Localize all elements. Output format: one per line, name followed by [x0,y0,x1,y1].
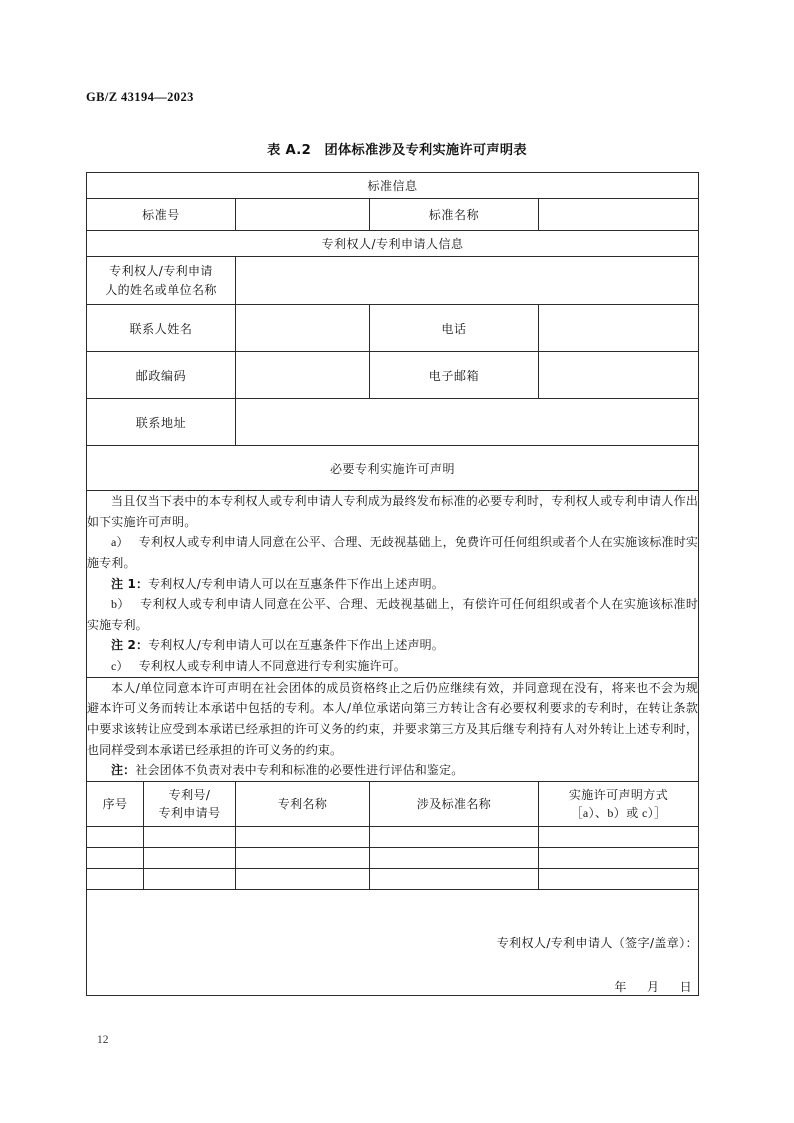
cell-patent-name[interactable] [236,847,370,868]
cell-patent-name[interactable] [236,868,370,889]
commitment-note-marker: 注： [111,763,136,778]
cell-patent-name[interactable] [236,826,370,847]
day-label: 日 [679,979,693,994]
patentee-info-band: 专利权人/专利申请人信息 [87,231,699,257]
phone-label: 电话 [370,305,539,352]
table-row [87,446,699,491]
cell-mode[interactable] [539,826,699,847]
table-row [87,173,699,199]
patent-table-row [87,847,699,868]
declaration-note-2 [87,635,698,656]
email-field[interactable] [539,352,699,399]
col-header-mode [539,781,699,826]
standard-code-header: GB/Z 43194—2023 [86,90,194,104]
col-header-standard-name: 涉及标准名称 [370,781,539,826]
table-row [87,677,699,781]
note-2-marker: 注 2： [111,638,149,653]
table-row [87,305,699,352]
standard-no-field[interactable] [236,199,370,231]
cell-index[interactable] [87,847,144,868]
table-row [87,199,699,231]
declaration-option-c [87,656,698,677]
note-2-text: 专利权人/专利申请人可以在互惠条件下作出上述声明。 [148,638,444,653]
patent-table-row [87,826,699,847]
address-label: 联系地址 [87,399,236,446]
commitment-note [87,760,698,781]
declaration-band: 必要专利实施许可声明 [87,446,699,491]
option-a-marker: a） [111,535,129,550]
signature-block [87,889,699,995]
option-c-marker: c） [111,659,129,673]
col-header-patent-name: 专利名称 [236,781,370,826]
option-a-text: 专利权人或专利申请人同意在公平、合理、无歧视基础上，免费许可任何组织或者个人在实施该标准时实施专利。 [87,535,699,570]
address-field[interactable] [236,399,699,446]
table-row [87,889,699,995]
declaration-body [87,491,699,678]
phone-field[interactable] [539,305,699,352]
date-line[interactable] [87,978,698,995]
note-1-marker: 注 1： [111,576,149,591]
patent-table-header-row [87,781,699,826]
patentee-name-label-line1: 专利权人/专利申请 [109,263,213,278]
patent-table-row [87,868,699,889]
cell-index[interactable] [87,868,144,889]
standard-no-label: 标准号 [87,199,236,231]
standard-info-band: 标准信息 [87,173,699,199]
table-row [87,491,699,678]
col-header-index: 序号 [87,781,144,826]
col-header-mode-line1: 实施许可声明方式 [568,787,669,802]
declaration-intro: 当且仅当下表中的本专利权人或专利申请人专利成为最终发布标准的必要专利时，专利权人或专利申请人作出如下实施许可声明。 [87,494,699,529]
declaration-option-a [87,532,698,573]
patentee-name-label [87,257,236,305]
patent-licensing-declaration-table [86,172,699,996]
table-row [87,352,699,399]
declaration-option-b [87,594,698,635]
cell-mode[interactable] [539,847,699,868]
email-label: 电子邮箱 [370,352,539,399]
table-caption: 表 A.2 团体标准涉及专利实施许可声明表 [267,143,527,158]
option-b-marker: b） [111,597,130,612]
cell-mode[interactable] [539,868,699,889]
page-number: 12 [97,1034,109,1046]
patentee-name-field[interactable] [236,257,699,305]
cell-patent-no[interactable] [144,868,236,889]
table-row [87,231,699,257]
note-1-text: 专利权人/专利申请人可以在互惠条件下作出上述声明。 [148,576,444,591]
signature-label[interactable]: 专利权人/专利申请人（签字/盖章）： [496,935,699,950]
commitment-paragraph: 本人/单位同意本许可声明在社会团体的成员资格终止之后仍应继续有效，并同意现在没有，将来也不会为规避本许可义务而转让本承诺中包括的专利。本人/单位承诺向第三方转让含有必要权利要求的专利时，在转让条款中要求该转让应受到本承诺已经承担的许可义务的约束，并要求第三方及其后继专利持有人对外转让上述专利时，也同样受到本承诺已经承担的许可义务的约束。 [87,680,699,757]
col-header-mode-line2: ［a）、b）或 c）］ [570,805,667,820]
cell-index[interactable] [87,826,144,847]
standard-name-field[interactable] [539,199,699,231]
postcode-label: 邮政编码 [87,352,236,399]
option-c-text: 专利权人或专利申请人不同意进行专利实施许可。 [138,659,406,673]
commitment-body [87,677,699,781]
cell-patent-no[interactable] [144,826,236,847]
contact-name-field[interactable] [236,305,370,352]
col-header-patent-no-line1: 专利号/ [168,787,211,802]
cell-patent-no[interactable] [144,847,236,868]
cell-standard-name[interactable] [370,868,539,889]
table-row [87,257,699,305]
commitment-note-text: 社会团体不负责对表中专利和标准的必要性进行评估和鉴定。 [135,763,464,778]
month-label: 月 [646,979,660,994]
year-label: 年 [614,979,627,994]
cell-standard-name[interactable] [370,826,539,847]
col-header-patent-no-line2: 专利申请号 [158,805,221,820]
table-row [87,399,699,446]
postcode-field[interactable] [236,352,370,399]
declaration-note-1 [87,574,698,595]
declaration-form [86,172,698,996]
patentee-name-label-line2: 人的姓名或单位名称 [105,282,217,297]
option-b-text: 专利权人或专利申请人同意在公平、合理、无歧视基础上，有偿许可任何组织或者个人在实施该标准时实施专利。 [87,597,698,632]
contact-name-label: 联系人姓名 [87,305,236,352]
col-header-patent-no [144,781,236,826]
standard-name-label: 标准名称 [370,199,539,231]
cell-standard-name[interactable] [370,847,539,868]
